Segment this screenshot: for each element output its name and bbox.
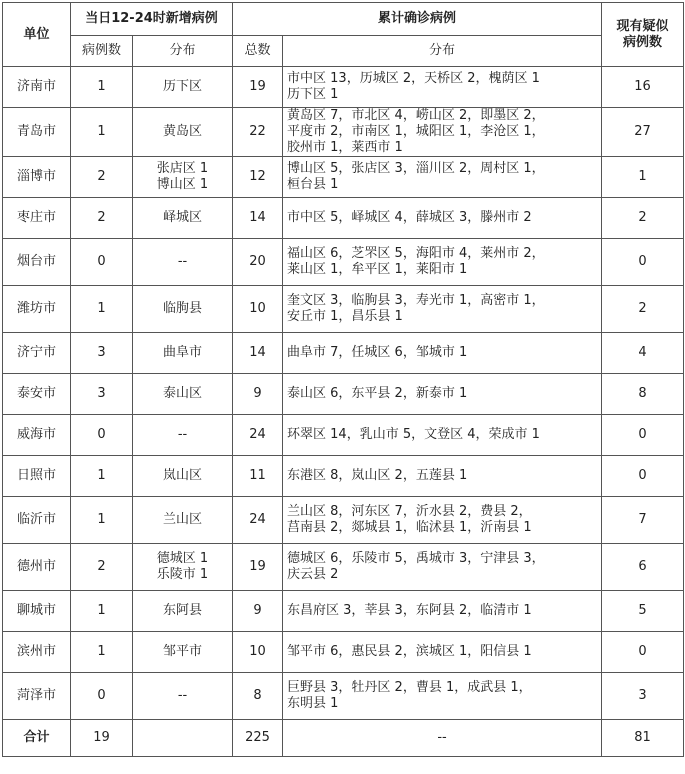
cell-total: 9	[233, 374, 283, 415]
cell-new-dist: 泰山区	[133, 374, 233, 415]
cell-suspected: 0	[602, 239, 684, 286]
cell-city: 泰安市	[3, 374, 71, 415]
total-label: 合计	[3, 720, 71, 757]
cell-suspected: 1	[602, 157, 684, 198]
cell-city: 潍坊市	[3, 286, 71, 333]
cell-total: 24	[233, 415, 283, 456]
header-row-2	[3, 36, 684, 67]
cell-city: 烟台市	[3, 239, 71, 286]
cell-new-dist: 曲阜市	[133, 333, 233, 374]
cell-new-count: 2	[71, 544, 133, 591]
cell-cum-dist: 市中区 13，历城区 2，天桥区 2，槐荫区 1 历下区 1	[283, 67, 602, 108]
cell-city: 菏泽市	[3, 673, 71, 720]
cell-suspected: 7	[602, 497, 684, 544]
cell-new-dist: 邹平市	[133, 632, 233, 673]
cell-total: 19	[233, 544, 283, 591]
cell-new-dist: 历下区	[133, 67, 233, 108]
header-suspected: 现有疑似 病例数	[602, 3, 684, 67]
cell-suspected: 8	[602, 374, 684, 415]
cell-suspected: 3	[602, 673, 684, 720]
cell-suspected: 0	[602, 415, 684, 456]
cell-total: 9	[233, 591, 283, 632]
header-new-distribution: 分布	[133, 36, 233, 67]
cell-suspected: 16	[602, 67, 684, 108]
header-cum-total: 总数	[233, 36, 283, 67]
cell-total: 12	[233, 157, 283, 198]
cell-city: 枣庄市	[3, 198, 71, 239]
cell-city: 聊城市	[3, 591, 71, 632]
total-cum-total: 225	[233, 720, 283, 757]
cell-new-count: 1	[71, 67, 133, 108]
cell-suspected: 6	[602, 544, 684, 591]
cell-cum-dist: 巨野县 3，牡丹区 2，曹县 1，成武县 1， 东明县 1	[283, 673, 602, 720]
cell-new-count: 1	[71, 286, 133, 333]
cell-new-dist: 德城区 1 乐陵市 1	[133, 544, 233, 591]
table-row	[3, 673, 684, 720]
total-new-count: 19	[71, 720, 133, 757]
cell-suspected: 2	[602, 286, 684, 333]
cell-new-count: 1	[71, 108, 133, 157]
cell-new-count: 1	[71, 591, 133, 632]
cell-new-dist: 临朐县	[133, 286, 233, 333]
cell-cum-dist: 博山区 5，张店区 3，淄川区 2，周村区 1， 桓台县 1	[283, 157, 602, 198]
cell-new-count: 1	[71, 456, 133, 497]
cell-new-count: 3	[71, 333, 133, 374]
cell-new-count: 1	[71, 632, 133, 673]
cell-city: 青岛市	[3, 108, 71, 157]
cell-total: 20	[233, 239, 283, 286]
cell-suspected: 2	[602, 198, 684, 239]
header-unit: 单位	[3, 3, 71, 67]
table-row	[3, 456, 684, 497]
header-cumulative: 累计确诊病例	[233, 3, 602, 36]
header-cum-distribution: 分布	[283, 36, 602, 67]
cell-cum-dist: 黄岛区 7，市北区 4，崂山区 2，即墨区 2， 平度市 2，市南区 1，城阳区 1，李沧区 1， 胶州市 1，莱西市 1	[283, 108, 602, 157]
cell-city: 济南市	[3, 67, 71, 108]
total-cum-dist: --	[283, 720, 602, 757]
cell-total: 22	[233, 108, 283, 157]
cell-city: 济宁市	[3, 333, 71, 374]
cell-city: 淄博市	[3, 157, 71, 198]
total-suspected: 81	[602, 720, 684, 757]
table-row	[3, 108, 684, 157]
cell-cum-dist: 东昌府区 3，莘县 3，东阿县 2，临清市 1	[283, 591, 602, 632]
cell-total: 24	[233, 497, 283, 544]
cell-new-count: 0	[71, 673, 133, 720]
cell-new-dist: --	[133, 239, 233, 286]
cell-new-count: 0	[71, 415, 133, 456]
cell-new-dist: 岚山区	[133, 456, 233, 497]
cell-total: 10	[233, 632, 283, 673]
table-row	[3, 286, 684, 333]
case-table	[2, 2, 684, 757]
cell-cum-dist: 市中区 5，峄城区 4，薛城区 3，滕州市 2	[283, 198, 602, 239]
table-row	[3, 497, 684, 544]
cell-suspected: 27	[602, 108, 684, 157]
total-row	[3, 720, 684, 757]
cell-new-dist: --	[133, 673, 233, 720]
table-row	[3, 333, 684, 374]
cell-new-count: 3	[71, 374, 133, 415]
cell-new-dist: 黄岛区	[133, 108, 233, 157]
cell-city: 德州市	[3, 544, 71, 591]
cell-total: 8	[233, 673, 283, 720]
cell-cum-dist: 东港区 8，岚山区 2，五莲县 1	[283, 456, 602, 497]
total-new-dist	[133, 720, 233, 757]
table-row	[3, 632, 684, 673]
cell-city: 临沂市	[3, 497, 71, 544]
cell-new-count: 2	[71, 198, 133, 239]
header-new-cases: 当日12-24时新增病例	[71, 3, 233, 36]
cell-new-dist: 张店区 1 博山区 1	[133, 157, 233, 198]
cell-new-count: 0	[71, 239, 133, 286]
cell-suspected: 0	[602, 456, 684, 497]
cell-cum-dist: 邹平市 6，惠民县 2，滨城区 1，阳信县 1	[283, 632, 602, 673]
table-row	[3, 67, 684, 108]
cell-suspected: 5	[602, 591, 684, 632]
table-row	[3, 157, 684, 198]
cell-cum-dist: 泰山区 6，东平县 2，新泰市 1	[283, 374, 602, 415]
cell-cum-dist: 德城区 6，乐陵市 5，禹城市 3，宁津县 3， 庆云县 2	[283, 544, 602, 591]
cell-total: 11	[233, 456, 283, 497]
cell-total: 10	[233, 286, 283, 333]
cell-new-dist: --	[133, 415, 233, 456]
cell-cum-dist: 福山区 6，芝罘区 5，海阳市 4，莱州市 2， 莱山区 1，牟平区 1，莱阳市 1	[283, 239, 602, 286]
cell-city: 日照市	[3, 456, 71, 497]
cell-new-dist: 峄城区	[133, 198, 233, 239]
table-row	[3, 198, 684, 239]
cell-new-dist: 东阿县	[133, 591, 233, 632]
cell-suspected: 0	[602, 632, 684, 673]
cell-total: 19	[233, 67, 283, 108]
cell-city: 威海市	[3, 415, 71, 456]
header-row-1	[3, 3, 684, 36]
cell-total: 14	[233, 198, 283, 239]
cell-cum-dist: 曲阜市 7，任城区 6，邹城市 1	[283, 333, 602, 374]
table-row	[3, 544, 684, 591]
table-row	[3, 374, 684, 415]
cell-new-count: 2	[71, 157, 133, 198]
header-new-count: 病例数	[71, 36, 133, 67]
cell-cum-dist: 奎文区 3，临朐县 3，寿光市 1，高密市 1， 安丘市 1，昌乐县 1	[283, 286, 602, 333]
cell-suspected: 4	[602, 333, 684, 374]
table-row	[3, 239, 684, 286]
table-row	[3, 415, 684, 456]
cell-cum-dist: 兰山区 8，河东区 7，沂水县 2，费县 2， 莒南县 2，郯城县 1，临沭县 1，沂南县 1	[283, 497, 602, 544]
cell-new-count: 1	[71, 497, 133, 544]
table-row	[3, 591, 684, 632]
cell-total: 14	[233, 333, 283, 374]
cell-new-dist: 兰山区	[133, 497, 233, 544]
cell-cum-dist: 环翠区 14，乳山市 5，文登区 4，荣成市 1	[283, 415, 602, 456]
cell-city: 滨州市	[3, 632, 71, 673]
